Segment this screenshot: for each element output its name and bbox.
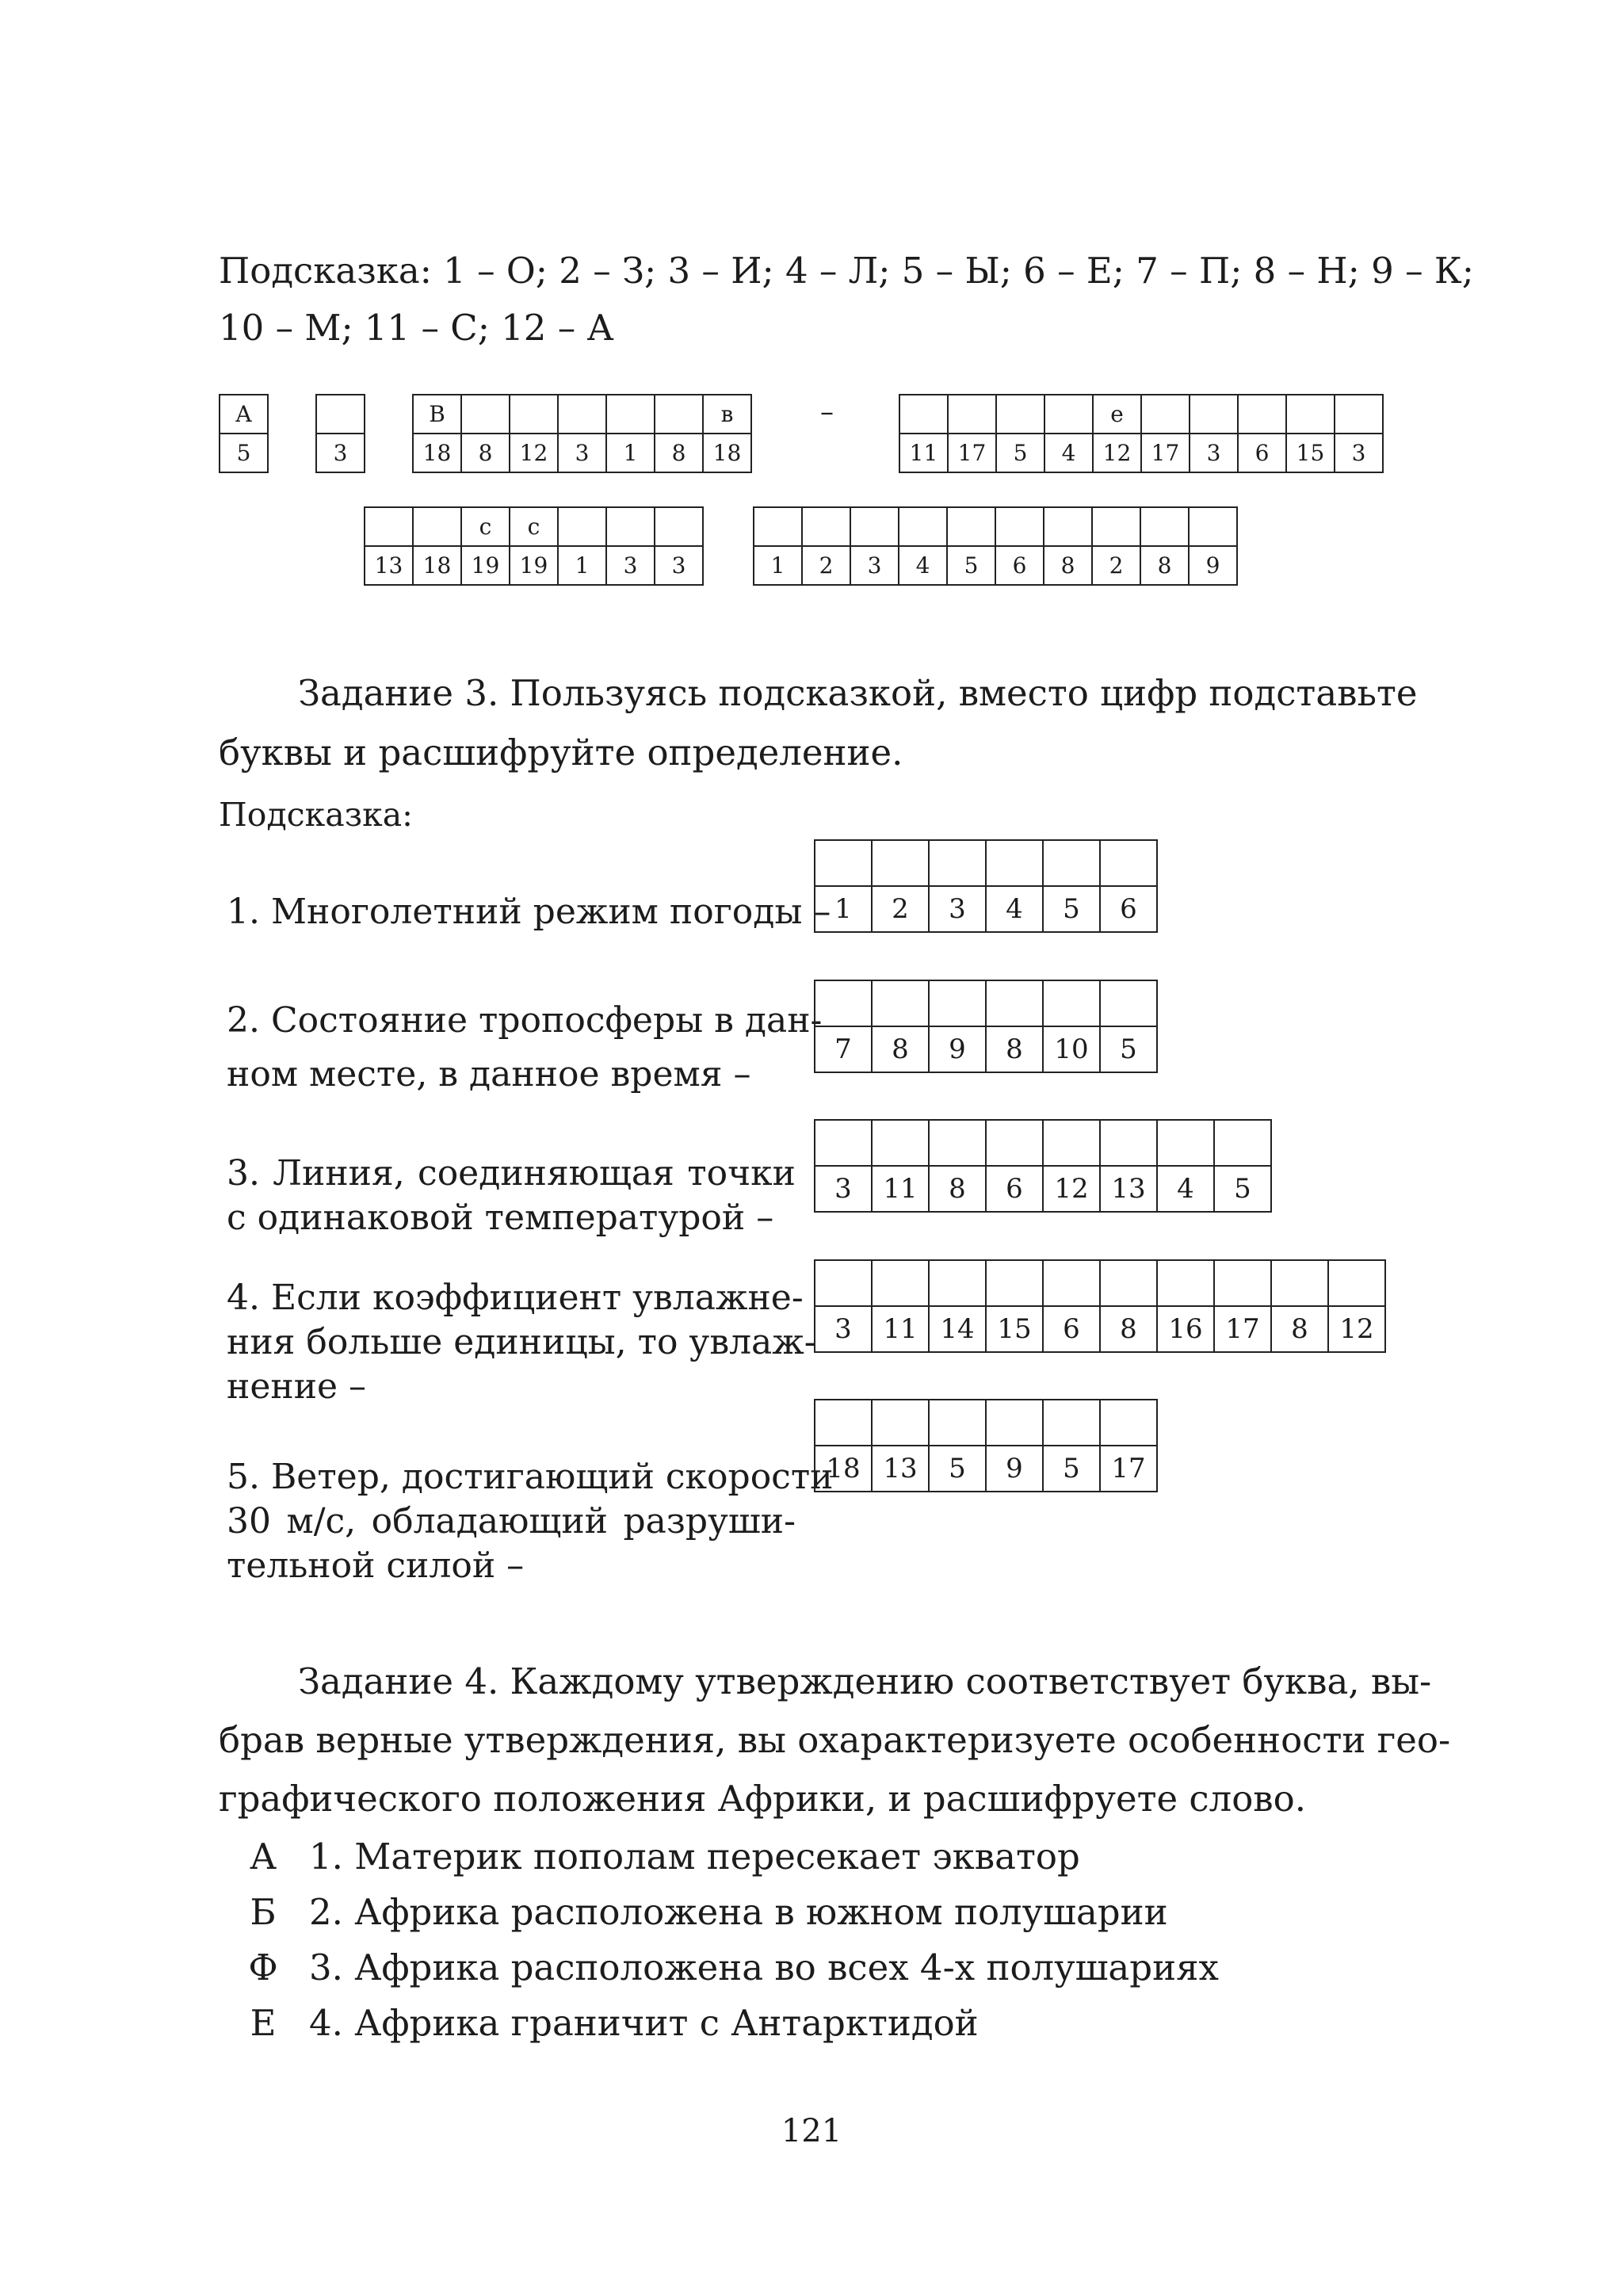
letter-cell[interactable]: [1214, 1260, 1271, 1306]
letter-cell[interactable]: [558, 395, 606, 434]
definition-line: ния больше единицы, то увлаж-: [227, 1322, 816, 1362]
number-cell: 3: [606, 546, 655, 585]
answer-grid-2: [814, 980, 1158, 1073]
letter-cell[interactable]: [1238, 395, 1286, 434]
number-cell: 12: [1093, 434, 1141, 472]
number-cell: 2: [872, 886, 929, 932]
answer-grid-1: [814, 839, 1158, 933]
letter-cell[interactable]: [996, 395, 1044, 434]
number-cell: 17: [1141, 434, 1190, 472]
number-cell: 8: [1044, 546, 1092, 585]
number-cell: 5: [996, 434, 1044, 472]
letter-cell[interactable]: [365, 507, 413, 546]
letter-cell[interactable]: [815, 840, 872, 886]
number-cell: 9: [986, 1446, 1043, 1492]
letter-cell[interactable]: [986, 1120, 1043, 1166]
letter-cell[interactable]: с: [461, 507, 510, 546]
number-cell: 5: [1043, 1446, 1100, 1492]
letter-cell[interactable]: [929, 840, 986, 886]
letter-cell[interactable]: [929, 1260, 986, 1306]
number-cell: 9: [1189, 546, 1237, 585]
number-cell: 6: [1043, 1306, 1100, 1352]
letter-cell[interactable]: [316, 395, 365, 434]
letter-cell[interactable]: е: [1093, 395, 1141, 434]
definition-3: [227, 1152, 796, 1240]
statement-letter: Е: [250, 2002, 277, 2044]
number-cell: 11: [872, 1306, 929, 1352]
definition-line: ном месте, в данное время –: [227, 1054, 751, 1095]
task3-hint-label: Подсказка:: [219, 796, 413, 834]
letter-cell[interactable]: [986, 840, 1043, 886]
number-cell: 3: [316, 434, 365, 472]
statement-text: 4. Африка граничит с Антарктидой: [309, 2002, 979, 2044]
number-cell: 5: [947, 546, 995, 585]
number-cell: 13: [1100, 1166, 1157, 1212]
letter-cell[interactable]: [1100, 1120, 1157, 1166]
number-cell: 8: [655, 434, 703, 472]
letter-cell[interactable]: [899, 507, 947, 546]
letter-cell[interactable]: [872, 1260, 929, 1306]
letter-cell[interactable]: [986, 1400, 1043, 1446]
letter-cell[interactable]: [1157, 1120, 1214, 1166]
letter-cell[interactable]: [510, 395, 558, 434]
letter-cell[interactable]: [872, 840, 929, 886]
letter-cell[interactable]: [1044, 507, 1092, 546]
definition-line: 1. Многолетний режим погоды –: [227, 892, 831, 932]
puzzle-word-6: [753, 506, 1238, 586]
number-cell: 1: [558, 546, 606, 585]
letter-cell[interactable]: [1328, 1260, 1385, 1306]
task4-heading-line-1: Задание 4. Каждому утверждению соответствует буква, вы-: [298, 1660, 1432, 1702]
letter-cell[interactable]: [1100, 1400, 1157, 1446]
letter-cell[interactable]: [1043, 840, 1100, 886]
number-cell: 9: [929, 1026, 986, 1072]
definition-2: [227, 999, 823, 1097]
number-cell: 18: [413, 434, 461, 472]
number-cell: 12: [1043, 1166, 1100, 1212]
number-cell: 19: [461, 546, 510, 585]
definition-line: 30 м/с, обладающий разруши-: [227, 1501, 796, 1541]
number-cell: 5: [220, 434, 268, 472]
number-cell: 10: [1043, 1026, 1100, 1072]
puzzle-word-5: [364, 506, 704, 586]
letter-cell[interactable]: А: [220, 395, 268, 434]
letter-cell[interactable]: [461, 395, 510, 434]
letter-cell[interactable]: [1092, 507, 1140, 546]
definition-1: [227, 890, 831, 934]
number-cell: 2: [1092, 546, 1140, 585]
number-cell: 2: [802, 546, 850, 585]
number-cell: 11: [872, 1166, 929, 1212]
letter-cell[interactable]: [899, 395, 948, 434]
number-cell: 8: [872, 1026, 929, 1072]
definition-line: нение –: [227, 1366, 367, 1407]
letter-cell[interactable]: [1100, 840, 1157, 886]
statement-text: 1. Материк пополам пересекает экватор: [309, 1836, 1080, 1878]
answer-grid-3: [814, 1119, 1272, 1213]
number-cell: 16: [1157, 1306, 1214, 1352]
letter-cell[interactable]: [872, 1120, 929, 1166]
letter-cell[interactable]: [872, 1400, 929, 1446]
letter-cell[interactable]: [413, 507, 461, 546]
definition-line: 2. Состояние тропосферы в дан-: [227, 1000, 823, 1041]
number-cell: 13: [365, 546, 413, 585]
definition-line: с одинаковой температурой –: [227, 1198, 774, 1238]
letter-cell[interactable]: [1157, 1260, 1214, 1306]
number-cell: 17: [1100, 1446, 1157, 1492]
number-cell: 3: [929, 886, 986, 932]
letter-cell[interactable]: [929, 1400, 986, 1446]
number-cell: 4: [1044, 434, 1093, 472]
statement-letter: Б: [250, 1891, 277, 1933]
number-cell: 18: [815, 1446, 872, 1492]
number-cell: 11: [899, 434, 948, 472]
letter-cell[interactable]: В: [413, 395, 461, 434]
letter-cell[interactable]: [872, 980, 929, 1026]
task3-heading-line-1: Задание 3. Пользуясь подсказкой, вместо цифр подставьте: [298, 672, 1418, 714]
number-cell: 1: [754, 546, 802, 585]
letter-cell[interactable]: [929, 980, 986, 1026]
number-cell: 6: [1100, 886, 1157, 932]
letter-cell[interactable]: [606, 507, 655, 546]
letter-cell[interactable]: [986, 980, 1043, 1026]
letter-cell[interactable]: [1100, 980, 1157, 1026]
letter-cell[interactable]: [655, 507, 703, 546]
letter-cell[interactable]: [606, 395, 655, 434]
letter-cell[interactable]: [1141, 395, 1190, 434]
answer-grid-4: [814, 1259, 1386, 1353]
letter-cell[interactable]: в: [703, 395, 751, 434]
number-cell: 5: [1214, 1166, 1271, 1212]
number-cell: 8: [986, 1026, 1043, 1072]
letter-cell[interactable]: [1043, 1400, 1100, 1446]
letter-cell[interactable]: [1286, 395, 1335, 434]
letter-cell[interactable]: [802, 507, 850, 546]
number-cell: 3: [1335, 434, 1383, 472]
number-cell: 14: [929, 1306, 986, 1352]
statement-letter: Ф: [248, 1946, 278, 1988]
statement-text: 3. Африка расположена во всех 4-х полушариях: [309, 1946, 1219, 1988]
letter-cell[interactable]: [995, 507, 1044, 546]
number-cell: 13: [872, 1446, 929, 1492]
letter-cell[interactable]: с: [510, 507, 558, 546]
letter-cell[interactable]: [947, 507, 995, 546]
number-cell: 8: [1140, 546, 1189, 585]
letter-cell[interactable]: [986, 1260, 1043, 1306]
number-cell: 12: [510, 434, 558, 472]
number-cell: 18: [413, 546, 461, 585]
letter-cell[interactable]: [850, 507, 899, 546]
word-separator-dash: –: [820, 396, 834, 428]
number-cell: 7: [815, 1026, 872, 1072]
number-cell: 18: [703, 434, 751, 472]
number-cell: 3: [815, 1166, 872, 1212]
number-cell: 19: [510, 546, 558, 585]
definition-line: 4. Если коэффициент увлажне-: [227, 1278, 804, 1318]
letter-cell[interactable]: [1043, 980, 1100, 1026]
page-number: 121: [781, 2113, 842, 2149]
number-cell: 3: [815, 1306, 872, 1352]
number-cell: 5: [929, 1446, 986, 1492]
hint-line-2: 10 – М; 11 – С; 12 – А: [219, 307, 614, 349]
letter-cell[interactable]: [1043, 1120, 1100, 1166]
number-cell: 3: [850, 546, 899, 585]
answer-grid-5: [814, 1399, 1158, 1492]
number-cell: 3: [655, 546, 703, 585]
number-cell: 6: [986, 1166, 1043, 1212]
number-cell: 6: [995, 546, 1044, 585]
number-cell: 3: [1190, 434, 1238, 472]
number-cell: 8: [1271, 1306, 1328, 1352]
number-cell: 17: [1214, 1306, 1271, 1352]
letter-cell[interactable]: [1335, 395, 1383, 434]
number-cell: 15: [1286, 434, 1335, 472]
puzzle-word-2: [315, 394, 365, 473]
letter-cell[interactable]: [815, 1120, 872, 1166]
number-cell: 4: [899, 546, 947, 585]
number-cell: 8: [461, 434, 510, 472]
letter-cell[interactable]: [1271, 1260, 1328, 1306]
letter-cell[interactable]: [929, 1120, 986, 1166]
definition-4: [227, 1276, 816, 1409]
statement-letter: А: [249, 1836, 277, 1878]
number-cell: 1: [815, 886, 872, 932]
letter-cell[interactable]: [1189, 507, 1237, 546]
letter-cell[interactable]: [815, 980, 872, 1026]
letter-cell[interactable]: [754, 507, 802, 546]
number-cell: 6: [1238, 434, 1286, 472]
number-cell: 15: [986, 1306, 1043, 1352]
number-cell: 1: [606, 434, 655, 472]
letter-cell[interactable]: [558, 507, 606, 546]
letter-cell[interactable]: [655, 395, 703, 434]
number-cell: 3: [558, 434, 606, 472]
number-cell: 4: [1157, 1166, 1214, 1212]
definition-5: [227, 1455, 834, 1588]
task3-heading-line-2: буквы и расшифруйте определение.: [219, 732, 903, 774]
definition-line: 5. Ветер, достигающий скорости: [227, 1457, 834, 1497]
letter-cell[interactable]: [948, 395, 996, 434]
task4-heading-line-2: брав верные утверждения, вы охарактеризуете особенности гео-: [219, 1719, 1451, 1761]
hint-line-1: Подсказка: 1 – О; 2 – З; 3 – И; 4 – Л; 5 – Ы; 6 – Е; 7 – П; 8 – Н; 9 – К;: [219, 250, 1474, 292]
puzzle-word-4: [899, 394, 1384, 473]
letter-cell[interactable]: [1044, 395, 1093, 434]
letter-cell[interactable]: [1100, 1260, 1157, 1306]
letter-cell[interactable]: [1140, 507, 1189, 546]
number-cell: 8: [1100, 1306, 1157, 1352]
definition-line: 3. Линия, соединяющая точки: [227, 1153, 796, 1194]
statement-text: 2. Африка расположена в южном полушарии: [309, 1891, 1168, 1933]
letter-cell[interactable]: [815, 1400, 872, 1446]
number-cell: 12: [1328, 1306, 1385, 1352]
puzzle-word-1: [219, 394, 269, 473]
number-cell: 4: [986, 886, 1043, 932]
letter-cell[interactable]: [1214, 1120, 1271, 1166]
number-cell: 17: [948, 434, 996, 472]
number-cell: 8: [929, 1166, 986, 1212]
letter-cell[interactable]: [1043, 1260, 1100, 1306]
puzzle-word-3: [412, 394, 752, 473]
definition-line: тельной силой –: [227, 1545, 525, 1586]
letter-cell[interactable]: [815, 1260, 872, 1306]
letter-cell[interactable]: [1190, 395, 1238, 434]
task4-heading-line-3: графического положения Африки, и расшифруете слово.: [219, 1778, 1307, 1820]
number-cell: 5: [1043, 886, 1100, 932]
number-cell: 5: [1100, 1026, 1157, 1072]
